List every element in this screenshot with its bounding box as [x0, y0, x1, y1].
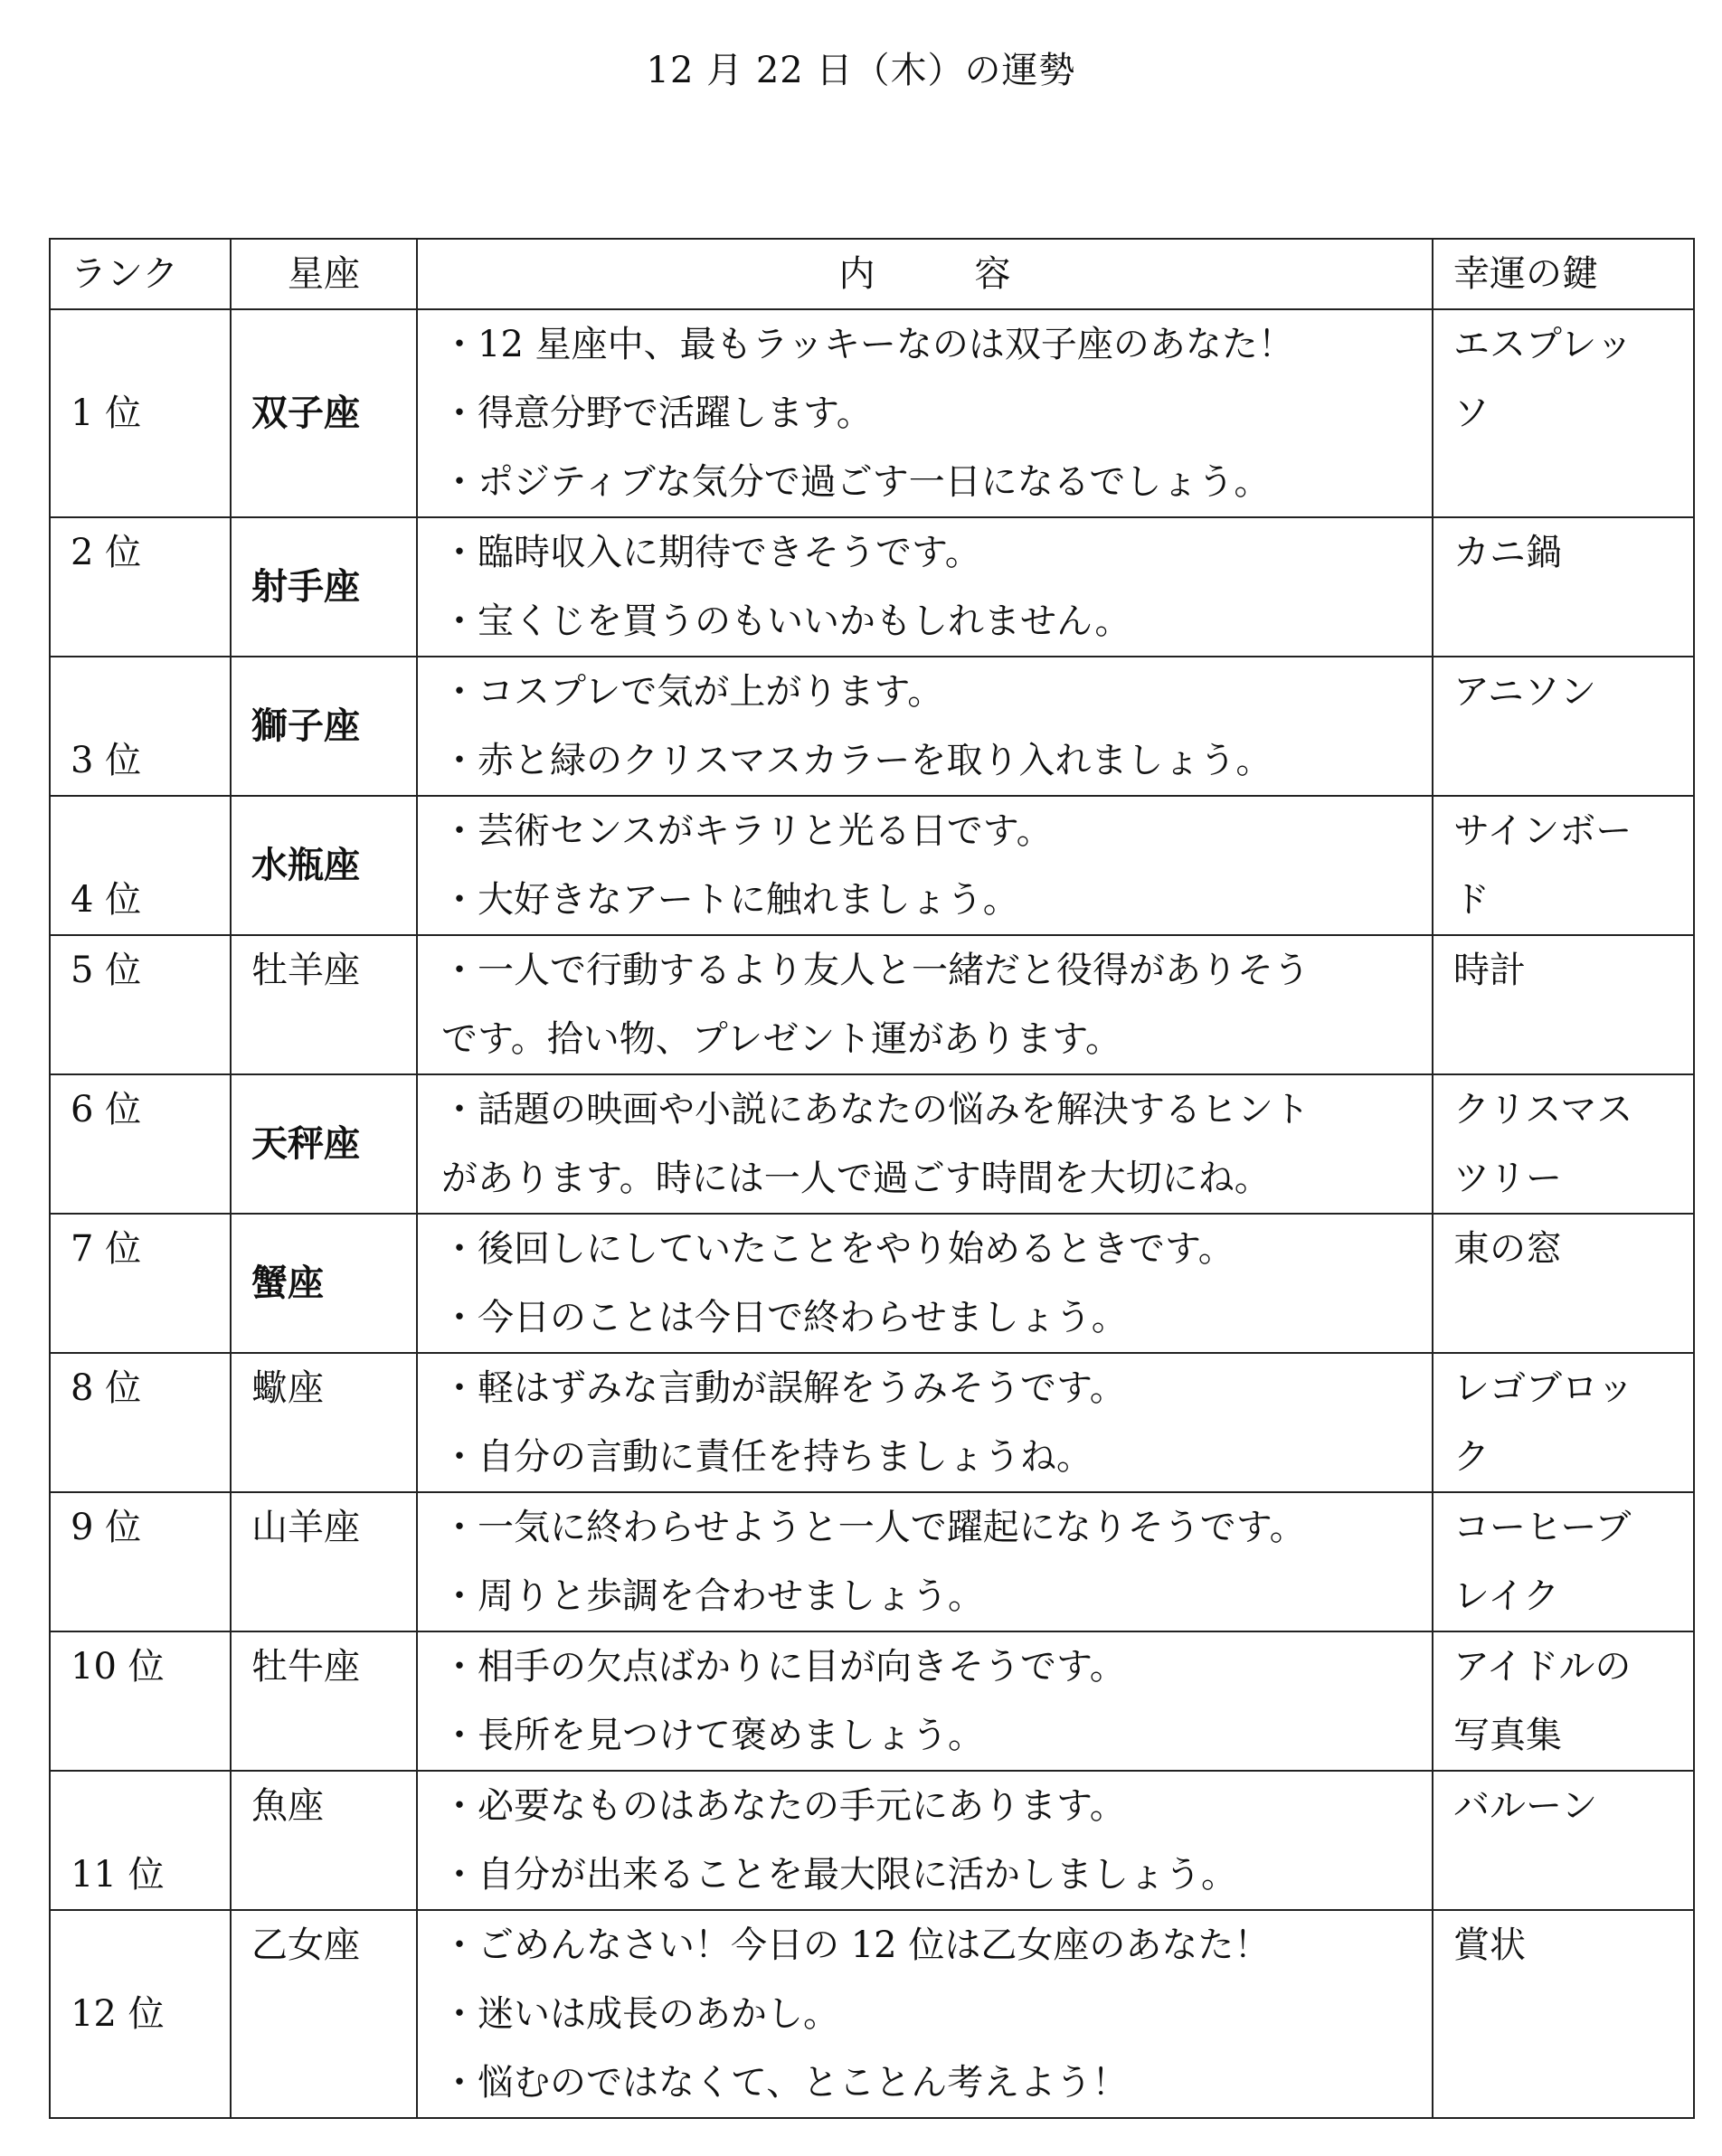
content-line: ・得意分野で活躍します。 — [441, 392, 873, 434]
rank-cell: 11 位 — [50, 1771, 231, 1910]
content-line: ・ポジティブな気分で過ごす一日になるでしょう。 — [441, 461, 1271, 503]
lucky-key-line: コーヒーブ — [1453, 1507, 1632, 1548]
lucky-key-line: ソ — [1453, 392, 1490, 434]
rank-cell: 1 位 — [50, 309, 231, 517]
rank-cell: 9 位 — [50, 1492, 231, 1631]
sign-cell: 蠍座 — [231, 1353, 417, 1492]
table-row — [50, 309, 1694, 517]
content-line: ・悩むのではなくて、とことん考えよう！ — [441, 2062, 1129, 2104]
header-lucky-key: 幸運の鍵 — [1433, 239, 1694, 309]
lucky-key-cell — [1433, 1353, 1694, 1492]
table-row — [50, 1214, 1694, 1353]
content-cell — [417, 309, 1433, 517]
lucky-key-cell — [1433, 657, 1694, 796]
content-line: ・芸術センスがキラリと光る日です。 — [441, 810, 1053, 852]
lucky-key-cell — [1433, 1214, 1694, 1353]
rank-cell: 8 位 — [50, 1353, 231, 1492]
sign-cell: 水瓶座 — [231, 796, 417, 935]
rank-cell: 2 位 — [50, 517, 231, 657]
content-line: ・話題の映画や小説にあなたの悩みを解決するヒント — [441, 1089, 1310, 1130]
sign-cell: 天秤座 — [231, 1074, 417, 1214]
sign-cell: 射手座 — [231, 517, 417, 657]
content-line: ・相手の欠点ばかりに目が向きそうです。 — [441, 1646, 1126, 1688]
lucky-key-cell — [1433, 796, 1694, 935]
lucky-key-cell — [1433, 309, 1694, 517]
content-cell — [417, 657, 1433, 796]
lucky-key-line: アニソン — [1453, 671, 1596, 713]
header-content — [417, 239, 1433, 309]
content-line: ・ごめんなさい！今日の 12 位は乙女座のあなた！ — [441, 1924, 1271, 1966]
header-sign: 星座 — [231, 239, 417, 309]
table-row — [50, 935, 1694, 1074]
lucky-key-line: サインボー — [1453, 810, 1632, 852]
lucky-key-line: ド — [1453, 879, 1490, 921]
page-title: 12 月 22 日（木）の運勢 — [646, 50, 1076, 91]
header-rank: ランク — [50, 239, 231, 309]
content-cell — [417, 935, 1433, 1074]
table-row — [50, 1771, 1694, 1910]
content-cell — [417, 1910, 1433, 2118]
content-line: ・必要なものはあなたの手元にあります。 — [441, 1785, 1126, 1827]
sign-cell: 乙女座 — [231, 1910, 417, 2118]
lucky-key-line: アイドルの — [1453, 1646, 1632, 1688]
table-row — [50, 1353, 1694, 1492]
lucky-key-cell — [1433, 1631, 1694, 1771]
sign-cell: 魚座 — [231, 1771, 417, 1910]
table-header-row — [50, 239, 1694, 309]
lucky-key-cell — [1433, 1771, 1694, 1910]
header-content-label: 内容 — [838, 253, 1111, 295]
lucky-key-line: 東の窓 — [1453, 1228, 1562, 1270]
sign-cell: 蟹座 — [231, 1214, 417, 1353]
rank-cell: 5 位 — [50, 935, 231, 1074]
horoscope-table — [49, 238, 1695, 2119]
lucky-key-line: カニ鍋 — [1453, 532, 1562, 573]
content-line: ・一人で行動するより友人と一緒だと役得がありそう — [441, 950, 1310, 991]
lucky-key-line: バルーン — [1453, 1785, 1598, 1827]
lucky-key-cell — [1433, 935, 1694, 1074]
content-line: があります。時には一人で過ごす時間を大切にね。 — [441, 1158, 1271, 1199]
rank-cell: 6 位 — [50, 1074, 231, 1214]
table-row — [50, 796, 1694, 935]
content-line: ・一気に終わらせようと一人で躍起になりそうです。 — [441, 1507, 1306, 1548]
sign-cell: 双子座 — [231, 309, 417, 517]
table-row — [50, 1910, 1694, 2118]
content-cell — [417, 517, 1433, 657]
content-line: ・後回しにしていたことをやり始めるときです。 — [441, 1228, 1235, 1270]
rank-cell: 3 位 — [50, 657, 231, 796]
content-line: ・大好きなアートに触れましょう。 — [441, 879, 1019, 921]
lucky-key-cell — [1433, 1492, 1694, 1631]
lucky-key-cell — [1433, 517, 1694, 657]
content-line: ・周りと歩調を合わせましょう。 — [441, 1575, 984, 1617]
sign-cell: 獅子座 — [231, 657, 417, 796]
content-cell — [417, 1771, 1433, 1910]
table-row — [50, 1631, 1694, 1771]
content-line: です。拾い物、プレゼント運があります。 — [441, 1018, 1121, 1060]
content-cell — [417, 796, 1433, 935]
content-line: ・自分の言動に責任を持ちましょうね。 — [441, 1436, 1093, 1478]
lucky-key-line: クリスマス — [1453, 1089, 1633, 1130]
lucky-key-line: 時計 — [1453, 950, 1526, 991]
table-row — [50, 657, 1694, 796]
content-cell — [417, 1214, 1433, 1353]
lucky-key-line: 写真集 — [1453, 1715, 1562, 1756]
content-cell — [417, 1631, 1433, 1771]
lucky-key-cell — [1433, 1910, 1694, 2118]
content-line: ・赤と緑のクリスマスカラーを取り入れましょう。 — [441, 740, 1273, 781]
content-cell — [417, 1353, 1433, 1492]
content-line: ・迷いは成長のあかし。 — [441, 1993, 839, 2035]
sign-cell: 牡牛座 — [231, 1631, 417, 1771]
lucky-key-line: ク — [1453, 1436, 1490, 1478]
rank-cell: 4 位 — [50, 796, 231, 935]
content-line: ・コスプレで気が上がります。 — [441, 671, 944, 713]
content-cell — [417, 1492, 1433, 1631]
content-line: ・12 星座中、最もラッキーなのは双子座のあなた！ — [441, 324, 1294, 365]
content-line: ・今日のことは今日で終わらせましょう。 — [441, 1297, 1128, 1338]
sign-cell: 牡羊座 — [231, 935, 417, 1074]
lucky-key-line: 賞状 — [1453, 1924, 1526, 1966]
content-cell — [417, 1074, 1433, 1214]
content-line: ・軽はずみな言動が誤解をうみそうです。 — [441, 1367, 1126, 1409]
content-line: ・自分が出来ることを最大限に活かしましょう。 — [441, 1854, 1237, 1896]
rank-cell: 7 位 — [50, 1214, 231, 1353]
lucky-key-line: レイク — [1453, 1575, 1560, 1617]
rank-cell: 10 位 — [50, 1631, 231, 1771]
table-row — [50, 1492, 1694, 1631]
sign-cell: 山羊座 — [231, 1492, 417, 1631]
content-line: ・長所を見つけて褒めましょう。 — [441, 1715, 984, 1756]
table-row — [50, 1074, 1694, 1214]
table-row — [50, 517, 1694, 657]
rank-cell: 12 位 — [50, 1910, 231, 2118]
lucky-key-line: レゴブロッ — [1453, 1367, 1634, 1409]
lucky-key-cell — [1433, 1074, 1694, 1214]
content-line: ・臨時収入に期待できそうです。 — [441, 532, 981, 573]
lucky-key-line: ツリー — [1453, 1158, 1562, 1199]
content-line: ・宝くじを買うのもいいかもしれません。 — [441, 600, 1131, 642]
lucky-key-line: エスプレッ — [1453, 324, 1632, 365]
